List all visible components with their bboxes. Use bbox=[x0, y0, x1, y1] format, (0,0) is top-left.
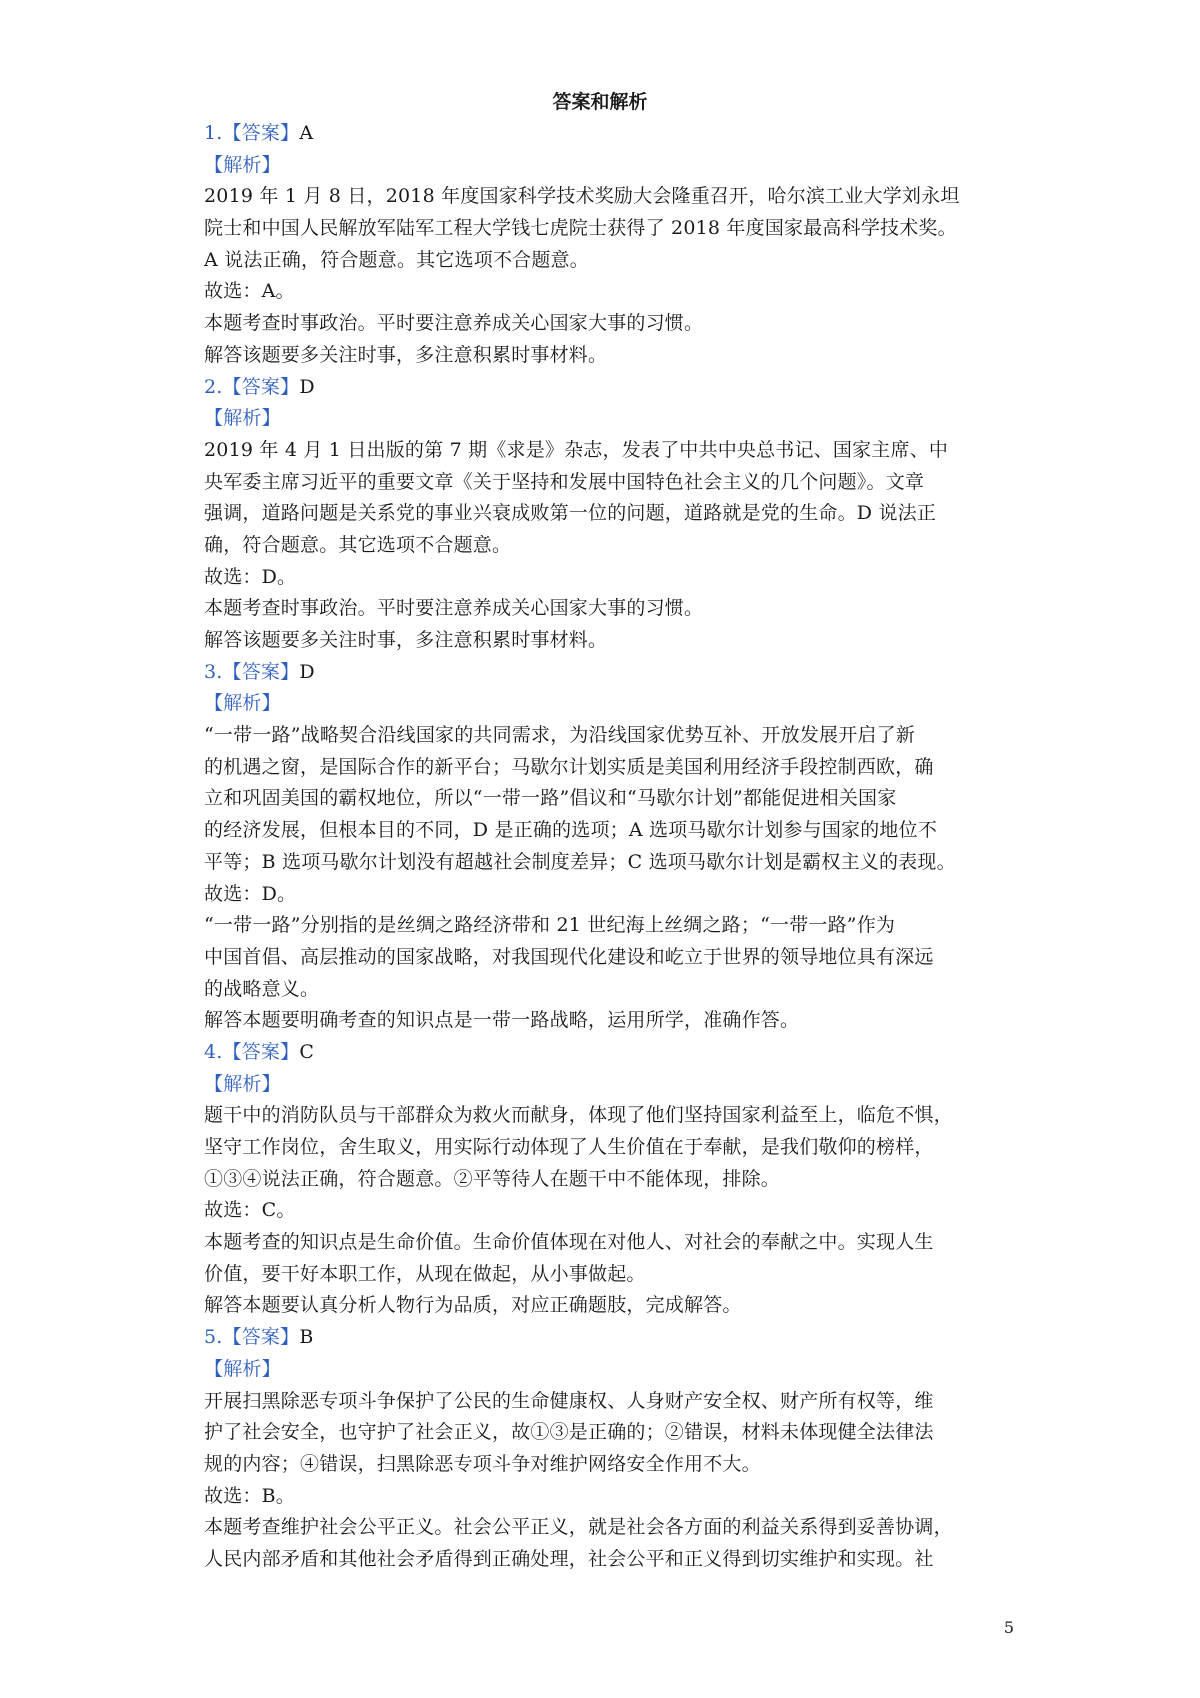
answer-list bbox=[204, 118, 1014, 1576]
answer-heading bbox=[204, 1037, 1014, 1069]
analysis-tag: 【解析】 bbox=[204, 407, 281, 430]
text-line: “一带一路”战略契合沿线国家的共同需求，为沿线国家优势互补、开放发展开启了新 bbox=[204, 724, 916, 747]
text-line: 规的内容；④错误，扫黑除恶专项斗争对维护网络安全作用不大。 bbox=[204, 1452, 761, 1475]
answer-item bbox=[204, 657, 1014, 1037]
answer-number: 4. bbox=[204, 1040, 223, 1063]
text-line: ①③④说法正确，符合题意。②平等待人在题干中不能体现，排除。 bbox=[204, 1167, 781, 1190]
answer-tag: 【答案】 bbox=[222, 122, 300, 144]
text-line: “一带一路”分别指的是丝绸之路经济带和 21 世纪海上丝绸之路；“一带一路”作为 bbox=[204, 914, 896, 937]
text-line: A 说法正确，符合题意。其它选项不合题意。 bbox=[204, 248, 589, 271]
text-line: 坚守工作岗位，舍生取义，用实际行动体现了人生价值在于奉献，是我们敬仰的榜样， bbox=[204, 1136, 934, 1158]
text-line: 故选：C。 bbox=[204, 1199, 296, 1222]
page-number: 5 bbox=[1003, 1618, 1014, 1637]
text-line: 确，符合题意。其它选项不合题意。 bbox=[204, 533, 512, 556]
answer-item bbox=[204, 1322, 1014, 1576]
text-line: 解答本题要明确考查的知识点是一带一路战略，运用所学，准确作答。 bbox=[204, 1009, 800, 1032]
text-line: 解答该题要多关注时事，多注意积累时事材料。 bbox=[204, 629, 608, 651]
analysis-tag: 【解析】 bbox=[204, 692, 281, 715]
text-line: 解答该题要多关注时事，多注意积累时事材料。 bbox=[204, 343, 608, 366]
answer-heading bbox=[204, 657, 1014, 689]
answer-heading bbox=[204, 1322, 1014, 1354]
answer-item bbox=[204, 118, 1014, 372]
analysis-tag: 【解析】 bbox=[204, 153, 281, 176]
answer-tag: 【答案】 bbox=[222, 1040, 300, 1063]
answer-letter: B bbox=[299, 1326, 314, 1349]
answer-tag: 【答案】 bbox=[222, 375, 300, 398]
text-line: 平等；B 选项马歇尔计划没有超越社会制度差异；C 选项马歇尔计划是霸权主义的表现。 bbox=[204, 850, 956, 873]
text-line: 开展扫黑除恶专项斗争保护了公民的生命健康权、人身财产安全权、财产所有权等，维 bbox=[204, 1389, 934, 1412]
answer-letter: C bbox=[299, 1040, 315, 1063]
text-line: 人民内部矛盾和其他社会矛盾得到正确处理，社会公平和正义得到切实维护和实现。社 bbox=[204, 1547, 934, 1570]
text-line: 护了社会安全，也守护了社会正义，故①③是正确的；②错误，材料未体现健全法律法 bbox=[204, 1421, 934, 1444]
text-line: 立和巩固美国的霸权地位，所以“一带一路”倡议和“马歇尔计划”都能促进相关国家 bbox=[204, 787, 897, 810]
text-line: 中国首倡、高层推动的国家战略，对我国现代化建设和屹立于世界的领导地位具有深远 bbox=[204, 945, 934, 968]
analysis-tag: 【解析】 bbox=[204, 1357, 281, 1380]
answer-number: 2. bbox=[204, 375, 223, 398]
answer-number: 1. bbox=[204, 122, 223, 144]
text-line: 院士和中国人民解放军陆军工程大学钱七虎院士获得了 2018 年度国家最高科学技术奖。 bbox=[204, 217, 957, 240]
answer-number: 3. bbox=[204, 660, 223, 683]
answer-item bbox=[204, 1037, 1014, 1322]
answer-letter: D bbox=[299, 375, 315, 398]
answer-item bbox=[204, 372, 1014, 657]
answer-letter: A bbox=[299, 122, 314, 144]
text-line: 的经济发展，但根本目的不同，D 是正确的选项；A 选项马歇尔计划参与国家的地位不 bbox=[204, 819, 938, 842]
text-line: 故选：A。 bbox=[204, 280, 295, 303]
text-line: 本题考查时事政治。平时要注意养成关心国家大事的习惯。 bbox=[204, 312, 704, 335]
text-line: 的战略意义。 bbox=[204, 977, 320, 1000]
page-title: 答案和解析 bbox=[552, 91, 648, 113]
text-line: 故选：D。 bbox=[204, 882, 297, 905]
answer-number: 5. bbox=[204, 1326, 223, 1349]
answer-tag: 【答案】 bbox=[222, 660, 300, 683]
text-line: 的机遇之窗，是国际合作的新平台；马歇尔计划实质是美国利用经济手段控制西欧，确 bbox=[204, 755, 934, 778]
analysis-tag: 【解析】 bbox=[204, 1072, 281, 1095]
text-line: 央军委主席习近平的重要文章《关于坚持和发展中国特色社会主义的几个问题》。文章 bbox=[204, 470, 925, 493]
text-line: 本题考查维护社会公平正义。社会公平正义，就是社会各方面的利益关系得到妥善协调， bbox=[204, 1516, 953, 1539]
answer-heading bbox=[204, 372, 1014, 404]
text-line: 本题考查的知识点是生命价值。生命价值体现在对他人、对社会的奉献之中。实现人生 bbox=[204, 1231, 934, 1254]
text-line: 2019 年 1 月 8 日，2018 年度国家科学技术奖励大会隆重召开，哈尔滨工业大学刘永坦 bbox=[204, 185, 960, 208]
text-line: 强调，道路问题是关系党的事业兴衰成败第一位的问题，道路就是党的生命。D 说法正 bbox=[204, 502, 937, 525]
text-line: 解答本题要认真分析人物行为品质，对应正确题肢，完成解答。 bbox=[204, 1294, 742, 1317]
text-line: 2019 年 4 月 1 日出版的第 7 期《求是》杂志，发表了中共中央总书记、国家主席、中 bbox=[204, 438, 949, 461]
text-line: 故选：D。 bbox=[204, 565, 297, 588]
text-line: 价值，要干好本职工作，从现在做起，从小事做起。 bbox=[204, 1262, 646, 1285]
text-line: 题干中的消防队员与干部群众为救火而献身，体现了他们坚持国家利益至上，临危不惧， bbox=[204, 1104, 953, 1127]
answer-heading bbox=[204, 118, 1014, 150]
text-line: 本题考查时事政治。平时要注意养成关心国家大事的习惯。 bbox=[204, 597, 704, 620]
answer-letter: D bbox=[299, 660, 315, 683]
text-line: 故选：B。 bbox=[204, 1484, 295, 1507]
answer-tag: 【答案】 bbox=[222, 1326, 300, 1349]
